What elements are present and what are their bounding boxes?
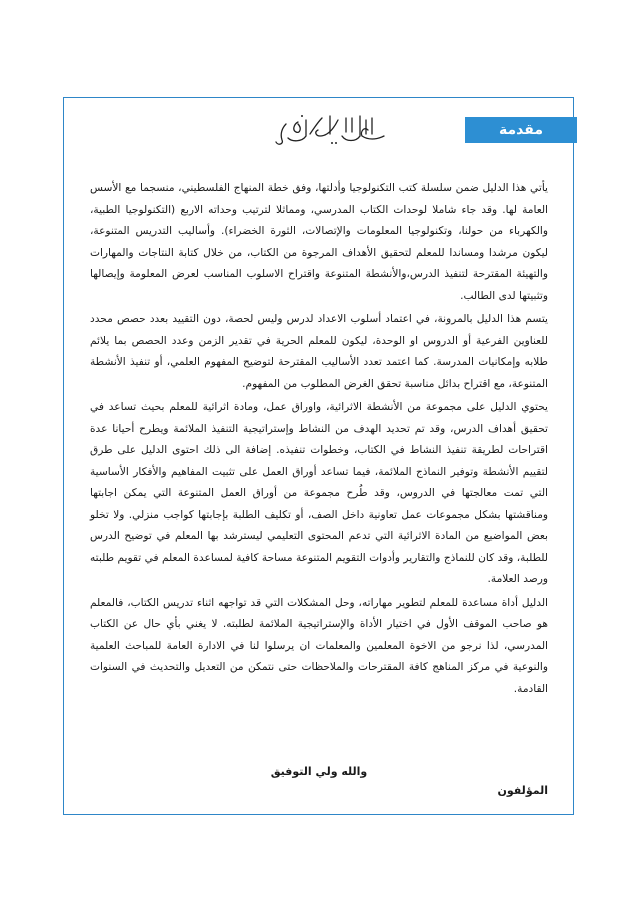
paragraph-2: يتسم هذا الدليل بالمرونة، في اعتماد أسلوب الاعداد لدرس وليس لحصة، دون التقييد بعدد حصص محدد للعناوين الفرعية أو الدروس او الوحدة، ليكون للمعلم الحرية في تقدير الزمن وعدد الحصص بما يلائم طلابه وإمكانيات المدرسة. كما اعتمد تعدد الأساليب المقترحة لتوضيح المفهوم العلمي، أو تنفيذ الأنشطة المتنوعة، مع اقتراح بدائل مناسبة تحقق الغرض المطلوب من المفهوم. (90, 313, 548, 390)
paragraph-3: يحتوي الدليل على مجموعة من الأنشطة الاثرائية، واوراق عمل، ومادة اثرائية للمعلم بحيث تساعد في تحقيق أهداف الدرس، وقد تم تحديد الهدف من النشاط وإستراتيجية التنفيذ الملائمة ويطرح أحيانا عدة اقتراحات لطريقة تنفيذ النشاط في الكتاب، وخطوات تنفيذه. إضافة الى ذلك احتوى الدليل على طرق لتقييم الأنشطة وتوفير النماذج الملائمة، فيما تساعد أوراق العمل على تثبيت المفاهيم والأفكار الأساسية التي تمت معالجتها في الدروس، وقد طُرح مجموعة من أوراق العمل المتنوعة التي يمكن اجابتها ومناقشتها بشكل مجموعات عمل تعاونية داخل الصف، أو تكليف الطلبة بإجابتها كواجب منزلي. ولا تخلو بعض المواضيع من المادة الاثرائية التي تدعم المحتوى التعليمي ليسترشد بها المعلم في توضيح الدرس للطلبة، وقد كان للنماذج والتقارير وأدوات التقويم المتنوعة مساحة كافية لمساعدة المعلم في تقويم طلبته ورصد العلامة. (90, 401, 548, 585)
paragraph-4: الدليل أداة مساعدة للمعلم لتطوير مهاراته، وحل المشكلات التي قد تواجهه اثناء تدريس الكتاب، فالمعلم هو صاحب الموقف الأول في اختيار الأداة والإستراتيجية الملائمة لطلبته. لا يغني بأي حال عن الكتاب المدرسي، لذا نرجو من الاخوة المعلمين والمعلمات ان يرسلوا لنا في الادارة العامة للمباحث العلمية والنوعية في مركز المناهج كافة المقترحات والملاحظات حتى نتمكن من التعديل والتحديث في السنوات القادمة. (90, 596, 548, 695)
paragraph-1: يأتي هذا الدليل ضمن سلسلة كتب التكنولوجيا وأدلتها، وفق خطة المنهاج الفلسطيني، منسجما مع الأسس العامة لها. وقد جاء شاملا لوحدات الكتاب المدرسي، ومماثلا لترتيب وحداته الاربع (التكنولوجيا الطبية، والكهرباء من حولنا، وتكنولوجيا المعلومات والإتصالات، الثورة الخضراء). وأساليب التدريس المتنوعة، ليكون مرشدا ومساندا للمعلم لتحقيق الأهداف المرجوة من الكتاب، من خلال كتابة النتاجات والمهارات والتهيئة المقترحة لتنفيذ الدرس،والأنشطة المتنوعة واقتراح الاسلوب المناسب لعرض المعلومة وإيصالها وتثبيتها لدى الطالب. (90, 182, 548, 302)
introduction-text (90, 178, 548, 702)
basmala-calligraphy (272, 110, 390, 150)
section-title-tab: مقدمة (465, 117, 577, 143)
closing-phrase: والله ولي التوفيق (270, 765, 368, 778)
authors-signature: المؤلفون (497, 784, 548, 797)
